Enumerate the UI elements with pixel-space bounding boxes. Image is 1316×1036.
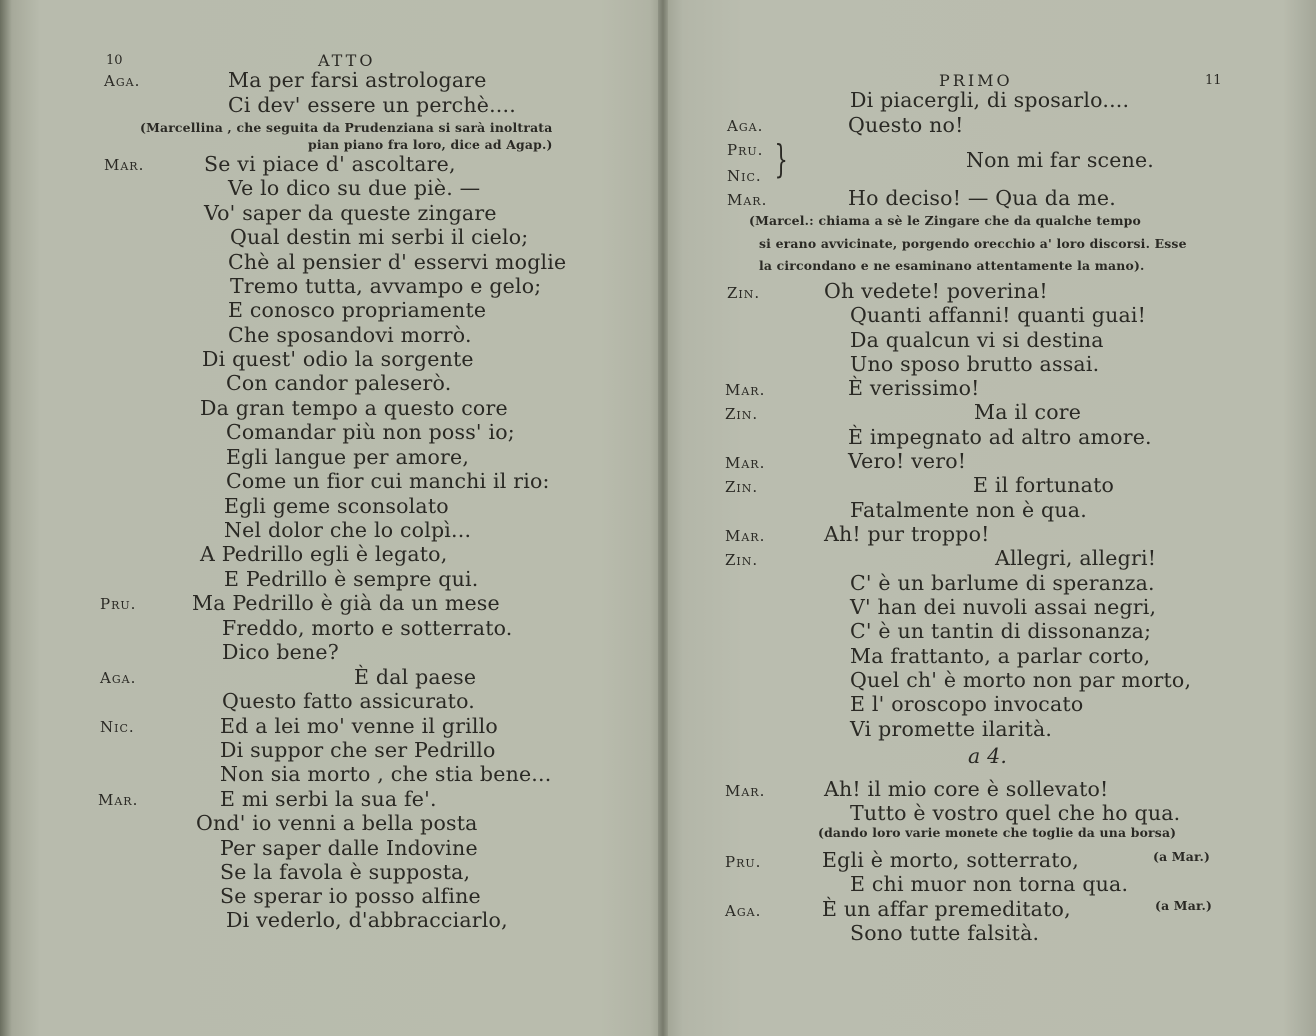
verse-line: Allegri, allegri! [995,546,1157,570]
verse-line: Se vi piace d' ascoltare, [204,152,456,176]
verse-line: Ho deciso! — Qua da me. [848,186,1116,210]
verse-line: Da gran tempo a questo core [200,396,508,420]
speaker: Pru. [100,595,137,613]
verse-line: Vero! vero! [848,449,967,473]
right-page [663,0,1316,1036]
running-header: PRIMO [939,71,1013,90]
verse-line: Ma Pedrillo è già da un mese [192,591,500,615]
verse-line: Qual destin mi serbi il cielo; [230,225,529,249]
verse-line: Vi promette ilarità. [850,717,1053,741]
verse-line: Sono tutte falsità. [850,921,1040,945]
stage-direction: la circondano e ne esaminano attentamente la mano). [759,258,1145,273]
speaker: Mar. [725,381,766,399]
speaker: Zin. [725,478,759,496]
verse-line: Egli geme sconsolato [224,494,449,518]
verse-line: Questo fatto assicurato. [222,689,475,713]
verse-line: C' è un barlume di speranza. [850,571,1155,595]
speaker: Aga. [104,72,141,90]
verse-line: Nel dolor che lo colpì... [224,518,472,542]
verse-line: È dal paese [354,665,477,689]
speaker: Aga. [725,902,762,920]
stage-direction: (Marcel.: chiama a sè le Zingare che da qualche tempo [749,213,1141,228]
speaker: Aga. [727,117,764,135]
verse-line: Di piacergli, di sposarlo.... [850,88,1130,112]
speaker: Mar. [104,156,145,174]
speaker: Aga. [100,669,137,687]
verse-line: Con candor paleserò. [226,371,452,395]
verse-line: Comandar più non poss' io; [226,420,515,444]
brace-icon: } [774,137,788,181]
verse-line: Ma frattanto, a parlar corto, [850,644,1151,668]
speaker: Nic. [727,167,762,185]
stage-direction: (Marcellina , che seguita da Prudenziana si sarà inoltrata [140,120,553,135]
verse-line: È verissimo! [848,376,980,400]
ensemble-heading: a 4. [968,744,1008,768]
speaker: Pru. [725,853,762,871]
verse-line: Che sposandovi morrò. [228,323,472,347]
verse-line: V' han dei nuvoli assai negri, [850,595,1157,619]
speaker: Pru. [727,141,764,159]
verse-line: Egli langue per amore, [226,445,470,469]
verse-line: A Pedrillo egli è legato, [200,542,448,566]
speaker: Mar. [725,454,766,472]
verse-line: Ci dev' essere un perchè.... [228,93,516,117]
running-header: ATTO [318,51,376,70]
verse-line: Egli è morto, sotterrato, [822,848,1079,872]
verse-line: Dico bene? [222,640,339,664]
speaker: Zin. [725,405,759,423]
verse-line: E conosco propriamente [228,298,487,322]
verse-line: Chè al pensier d' esservi moglie [228,250,567,274]
stage-direction: pian piano fra loro, dice ad Agap.) [308,137,553,152]
aside-direction: (a Mar.) [1155,898,1213,913]
verse-line: Ve lo dico su due piè. — [228,176,481,200]
verse-line: Quanti affanni! quanti guai! [850,303,1147,327]
verse-line: Ma il core [974,400,1082,424]
verse-line: Questo no! [848,113,964,137]
verse-line: Non sia morto , che stia bene... [220,762,552,786]
verse-line: Vo' saper da queste zingare [204,201,497,225]
book-gutter [658,0,668,1036]
verse-line: È impegnato ad altro amore. [848,425,1152,449]
aside-direction: (a Mar.) [1153,849,1211,864]
verse-line: E il fortunato [973,473,1115,497]
verse-line: Tremo tutta, avvampo e gelo; [230,274,542,298]
verse-line: Se la favola è supposta, [220,860,471,884]
verse-line: Oh vedete! poverina! [824,279,1048,303]
verse-line: Non mi far scene. [966,148,1155,172]
verse-line: Ed a lei mo' venne il grillo [220,714,498,738]
verse-line: Come un fior cui manchi il rio: [226,469,550,493]
verse-line: C' è un tantin di dissonanza; [850,619,1152,643]
verse-line: E l' oroscopo invocato [850,692,1084,716]
speaker: Zin. [727,284,761,302]
verse-line: E mi serbi la sua fe'. [220,787,437,811]
speaker: Zin. [725,551,759,569]
verse-line: Per saper dalle Indovine [220,836,478,860]
verse-line: Da qualcun vi si destina [850,328,1104,352]
verse-line: Ah! il mio core è sollevato! [824,777,1109,801]
speaker: Mar. [725,782,766,800]
verse-line: E chi muor non torna qua. [850,872,1129,896]
speaker: Nic. [100,718,135,736]
verse-line: Di suppor che ser Pedrillo [220,738,496,762]
verse-line: Tutto è vostro quel che ho qua. [850,801,1181,825]
verse-line: Quel ch' è morto non par morto, [850,668,1192,692]
stage-direction: (dando loro varie monete che toglie da una borsa) [818,825,1177,840]
verse-line: Uno sposo brutto assai. [850,352,1100,376]
stage-direction: si erano avvicinate, porgendo orecchio a' loro discorsi. Esse [759,236,1187,251]
speaker: Mar. [727,191,768,209]
speaker: Mar. [98,791,139,809]
verse-line: È un affar premeditato, [822,897,1071,921]
verse-line: Di quest' odio la sorgente [202,347,474,371]
verse-line: Se sperar io posso alfine [220,884,481,908]
verse-line: Ma per farsi astrologare [228,68,487,92]
page-number: 10 [106,53,123,68]
verse-line: E Pedrillo è sempre qui. [224,567,479,591]
verse-line: Ond' io venni a bella posta [196,811,478,835]
verse-line: Fatalmente non è qua. [850,498,1087,522]
speaker: Mar. [725,527,766,545]
verse-line: Ah! pur troppo! [824,522,990,546]
verse-line: Freddo, morto e sotterrato. [222,616,513,640]
page-number: 11 [1205,73,1222,88]
verse-line: Di vederlo, d'abbracciarlo, [226,908,508,932]
